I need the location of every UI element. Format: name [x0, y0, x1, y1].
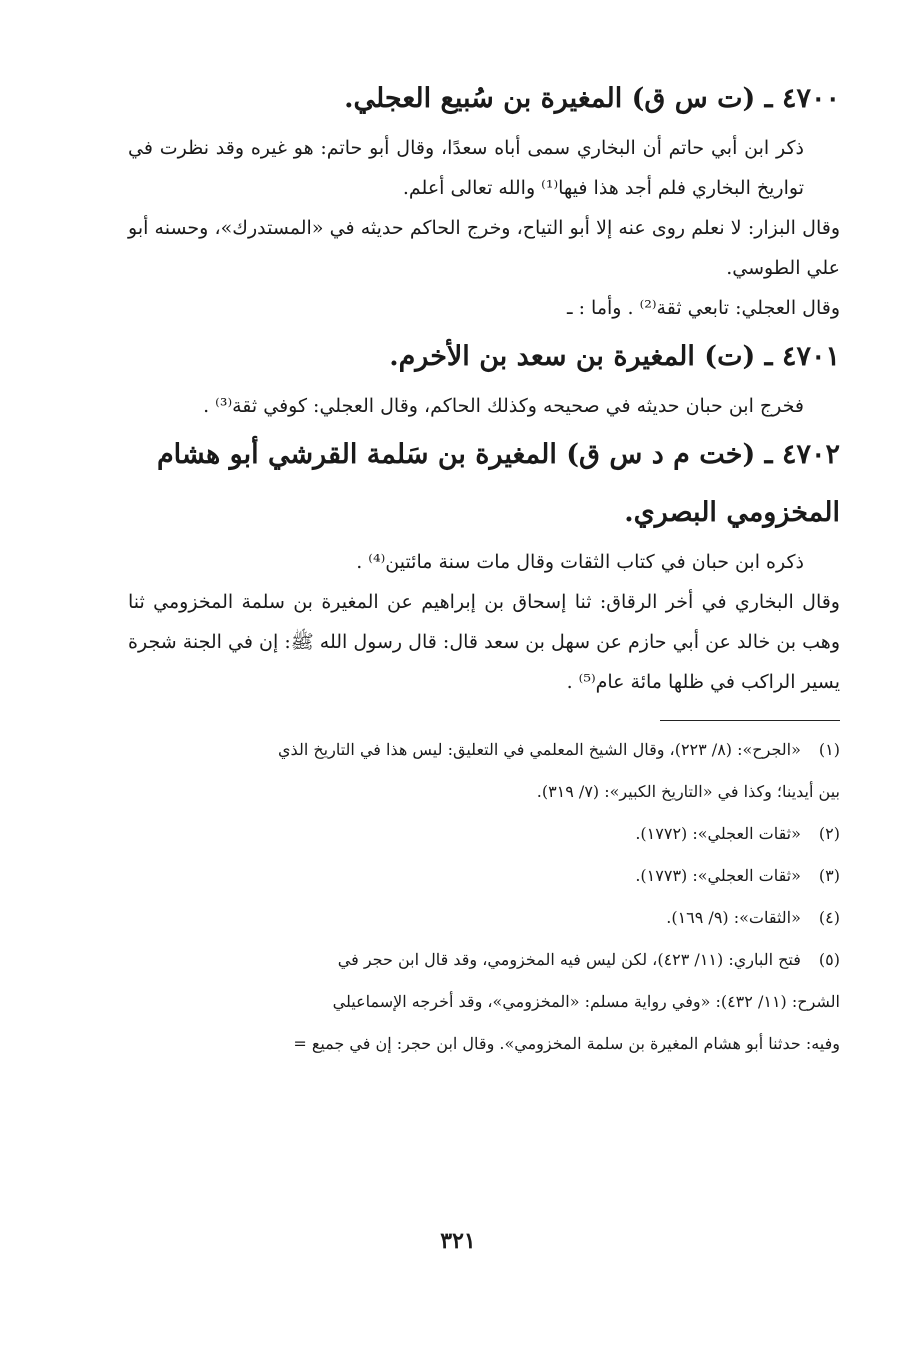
footnote-text: «الجرح»: (٨/ ٢٢٣)، وقال الشيخ المعلمي في التعليق: ليس هذا في التاريخ الذي: [278, 740, 801, 759]
entry-heading: ٤٧٠١ ـ (ت) المغيرة بن سعد بن الأخرم.: [389, 341, 840, 372]
entry-paragraph: وقال البزار: لا نعلم روى عنه إلا أبو التياح، وخرج الحاكم حديثه في «المستدرك»، وحسنه أبو علي الطوسي.: [128, 217, 840, 279]
entry-heading: ٤٧٠٠ ـ (ت س ق) المغيرة بن سُبيع العجلي.: [344, 83, 840, 114]
page-body: [128, 70, 840, 1065]
page-number: ٣٢١: [440, 1228, 476, 1254]
entry-paragraph: وقال العجلي: تابعي ثقة⁽²⁾ . وأما : ـ: [566, 297, 840, 319]
entry-paragraph: وقال البخاري في أخر الرقاق: ثنا إسحاق بن إبراهيم عن المغيرة بن سلمة المخزومي ثنا وهب بن خالد عن أبي حازم عن سهل بن سعد قال: قال رسول الله ﷺ: إن في الجنة شجرة يسير الراكب في ظلها مائة عام⁽⁵⁾ .: [128, 591, 840, 693]
footnote-number: (١): [818, 740, 840, 759]
footnote-2: [128, 813, 840, 855]
footnote-text: «الثقات»: (٩/ ١٦٩).: [666, 908, 801, 927]
footnote-5: [128, 939, 840, 981]
footnote-number: (٣): [818, 866, 840, 885]
footnote-1: [128, 729, 840, 771]
footnote-continuation: بين أيدينا؛ وكذا في «التاريخ الكبير»: (٧/ ٣١٩).: [536, 782, 840, 801]
footnote-separator: [660, 720, 840, 721]
footnote-continuation: الشرح: (١١/ ٤٣٢): «وفي رواية مسلم: «المخزومي»، وقد أخرجه الإسماعيلي: [332, 992, 840, 1011]
footnote-text: فتح الباري: (١١/ ٤٢٣)، لكن ليس فيه المخزومي، وقد قال ابن حجر في: [337, 950, 801, 969]
footnote-number: (٥): [818, 950, 840, 969]
entry-paragraph: ذكره ابن حبان في كتاب الثقات وقال مات سنة مائتين⁽⁴⁾ .: [356, 551, 804, 573]
footnote-continuation: وفيه: حدثنا أبو هشام المغيرة بن سلمة المخزومي». وقال ابن حجر: إن في جميع =: [293, 1034, 840, 1053]
footnotes: [128, 729, 840, 1065]
entry-paragraph: ذكر ابن أبي حاتم أن البخاري سمى أباه سعدًا، وقال أبو حاتم: هو غيره وقد نظرت في تواريخ البخاري فلم أجد هذا فيها⁽¹⁾ والله تعالى أعلم.: [128, 137, 804, 199]
footnote-number: (٤): [818, 908, 840, 927]
footnote-3: [128, 855, 840, 897]
entry-paragraph: فخرج ابن حبان حديثه في صحيحه وكذلك الحاكم، وقال العجلي: كوفي ثقة⁽³⁾ .: [203, 395, 804, 417]
footnote-4: [128, 897, 840, 939]
footnote-number: (٢): [818, 824, 840, 843]
footnote-text: «ثقات العجلي»: (١٧٧٢).: [635, 824, 801, 843]
footnote-text: «ثقات العجلي»: (١٧٧٣).: [635, 866, 801, 885]
entry-heading: ٤٧٠٢ ـ (خت م د س ق) المغيرة بن سَلمة القرشي أبو هشام المخزومي البصري.: [156, 439, 840, 528]
